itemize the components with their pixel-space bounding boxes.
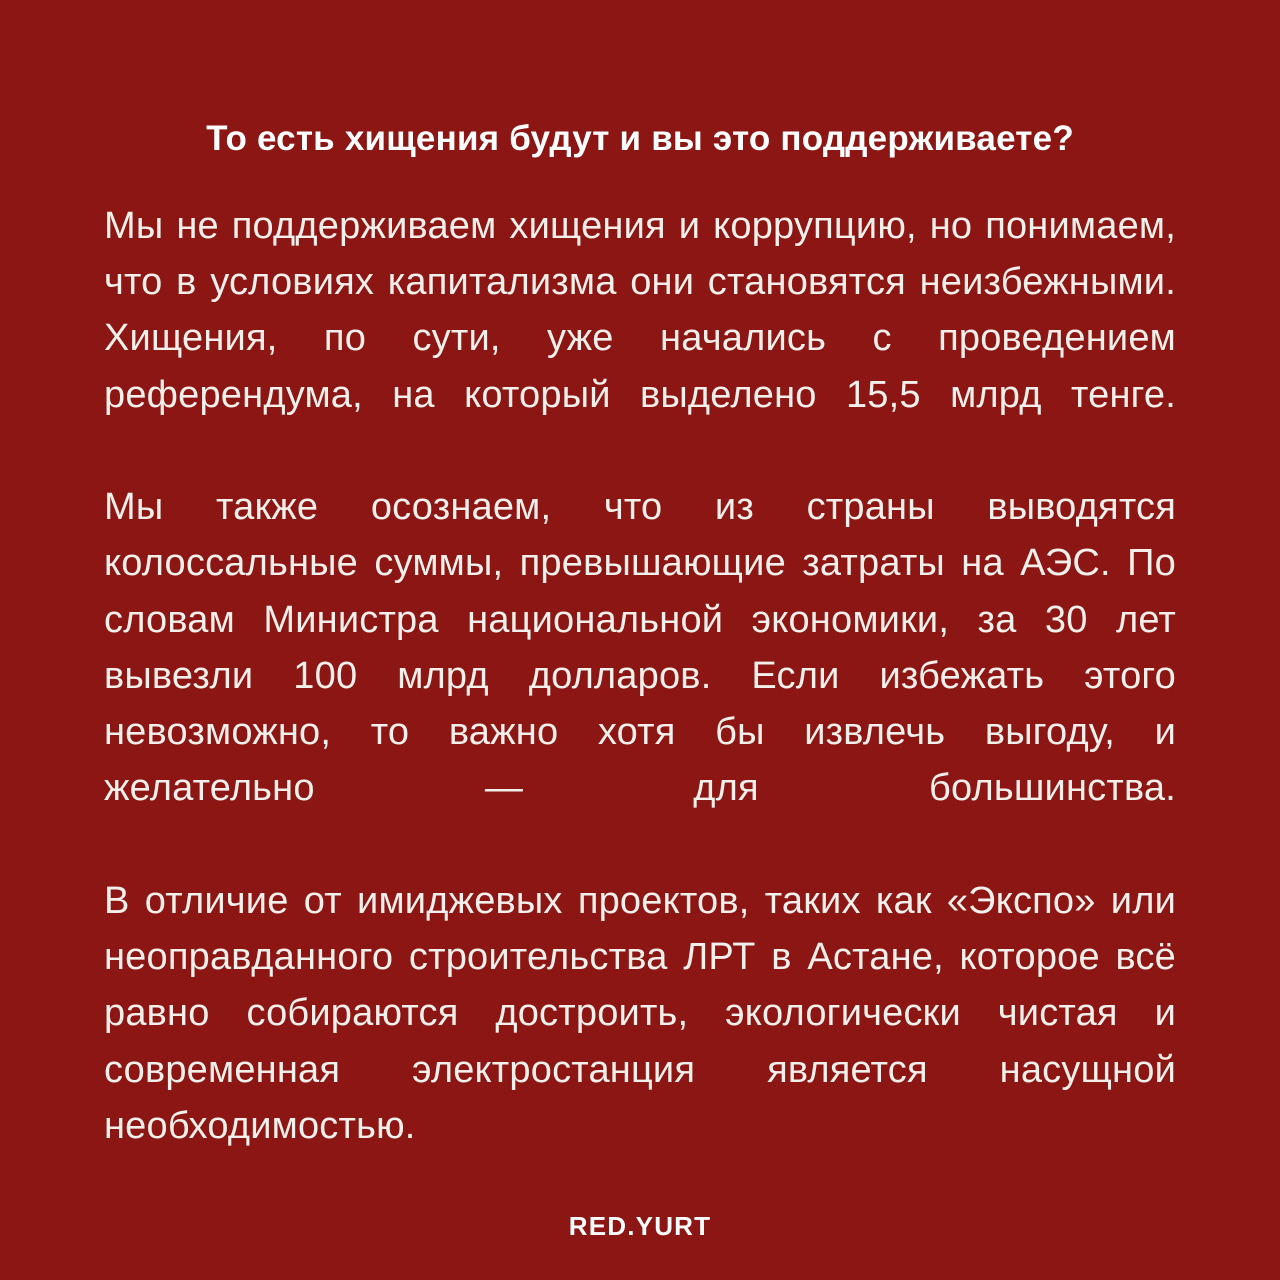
body-paragraph: В отличие от имиджевых проектов, таких как «Экспо» или неоправданного строительства ЛРТ в Астане, которое всё равно собираются достроить, экологически чистая и современная электростанция является насущной необходимостью. [104,879,1176,1147]
body-paragraph: Мы также осознаем, что из страны выводятся колоссальные суммы, превышающие затраты на АЭС. По словам Министра национальной экономики, за 30 лет вывезли 100 млрд долларов. Если избежать этого невозможно, то важно хотя бы извлечь выгоду, и желательно — для большинства. [104,486,1176,810]
post-body [0,160,1280,1210]
page-title: То есть хищения будут и вы это поддерживаете? [206,119,1074,158]
body-paragraph: Мы не поддерживаем хищения и коррупцию, но понимаем, что в условиях капитализма они становятся неизбежными. Хищения, по сути, уже начались с проведением референдума, на который выделено 15,5 млрд тенге. [104,205,1176,416]
footer [0,1211,1280,1242]
brand-logo-text: RED.YURT [568,1211,712,1241]
